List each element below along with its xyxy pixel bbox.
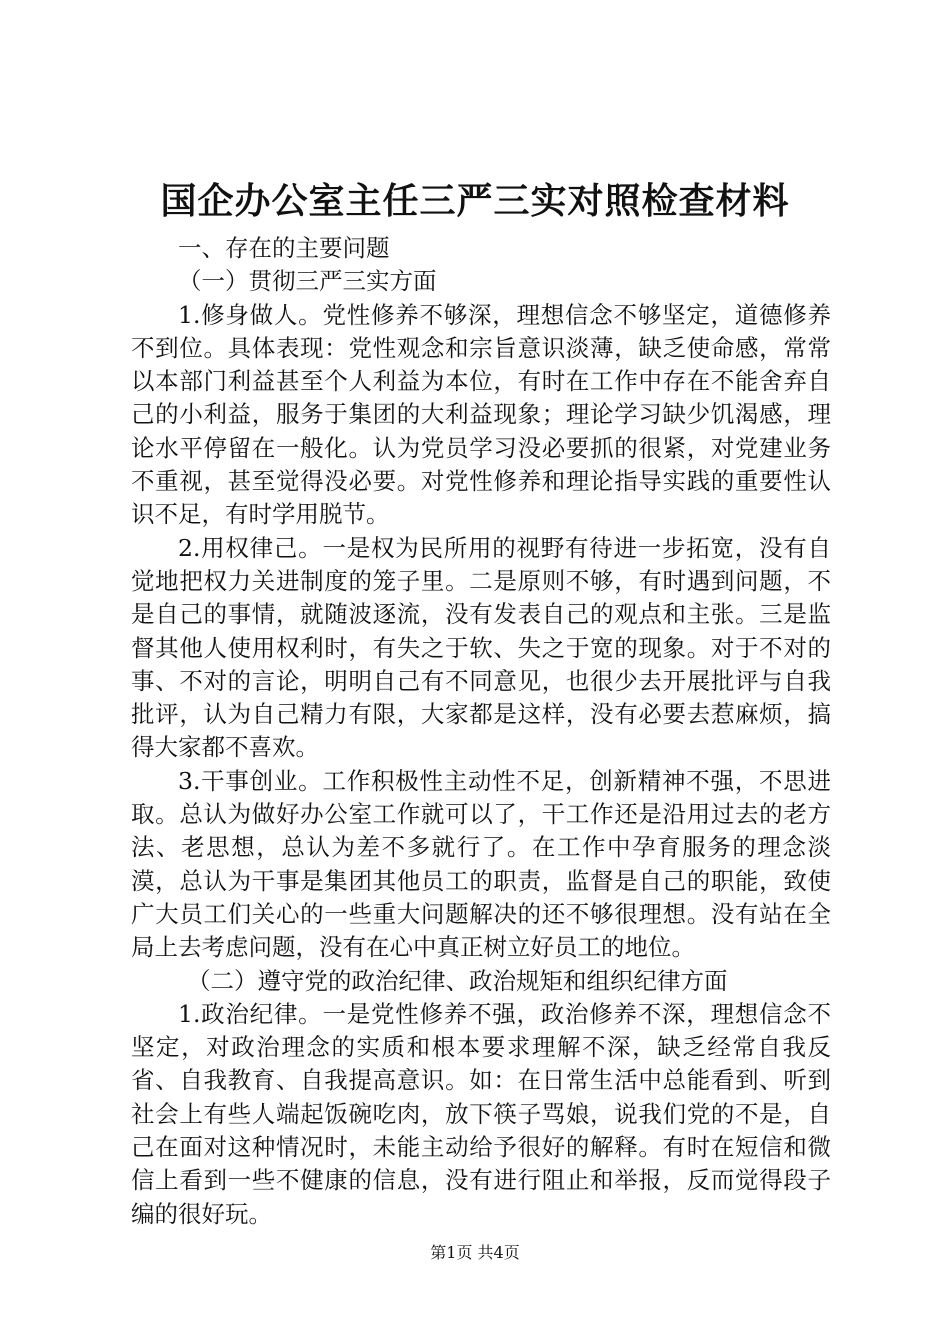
subsection-heading-2: （二）遵守党的政治纪律、政治规矩和组织纪律方面	[187, 966, 728, 995]
paragraph-4: 1.政治纪律。一是党性修养不强，政治修养不深，理想信念不坚定，对政治理念的实质和根本要求理解不深，缺乏经常自我反省、自我教育、自我提高意识。如：在日常生活中总能看到、听到社会上有些人端起饭碗吃肉，放下筷子骂娘，说我们党的不是，自己在面对这种情况时，未能主动给予很好的解释。有时在短信和微信上看到一些不健康的信息，没有进行阻止和举报，反而觉得段子编的很好玩。	[131, 999, 831, 1228]
subsection-heading-1: （一）贯彻三严三实方面	[178, 267, 437, 296]
paragraph-2: 2.用权律己。一是权为民所用的视野有待进一步拓宽，没有自觉地把权力关进制度的笼子里。二是原则不够，有时遇到问题，不是自己的事情，就随波逐流，没有发表自己的观点和主张。三是监督其他人使用权利时，有失之于软、失之于宽的现象。对于不对的事、不对的言论，明明自己有不同意见，也很少去开展批评与自我批评，认为自己精力有限，大家都是这样，没有必要去惹麻烦，搞得大家都不喜欢。	[131, 533, 831, 762]
paragraph-1: 1.修身做人。党性修养不够深，理想信念不够坚定，道德修养不到位。具体表现：党性观念和宗旨意识淡薄，缺乏使命感，常常以本部门利益甚至个人利益为本位，有时在工作中存在不能舍弃自己的小利益，服务于集团的大利益现象；理论学习缺少饥渴感，理论水平停留在一般化。认为党员学习没必要抓的很紧，对党建业务不重视，甚至觉得没必要。对党性修养和理论指导实践的重要性认识不足，有时学用脱节。	[131, 300, 831, 529]
section-heading: 一、存在的主要问题	[178, 234, 390, 262]
document-title: 国企办公室主任三严三实对照检查材料	[160, 180, 790, 222]
document-body	[131, 232, 831, 1231]
page-number-footer: 第1页 共4页	[430, 1243, 520, 1262]
paragraph-3: 3.干事创业。工作积极性主动性不足，创新精神不强，不思进取。总认为做好办公室工作就可以了，干工作还是沿用过去的老方法、老思想，总认为差不多就行了。在工作中孕育服务的理念淡漠，总认为干事是集团其他员工的职责，监督是自己的职能，致使广大员工们关心的一些重大问题解决的还不够很理想。没有站在全局上去考虑问题，没有在心中真正树立好员工的地位。	[131, 766, 831, 962]
